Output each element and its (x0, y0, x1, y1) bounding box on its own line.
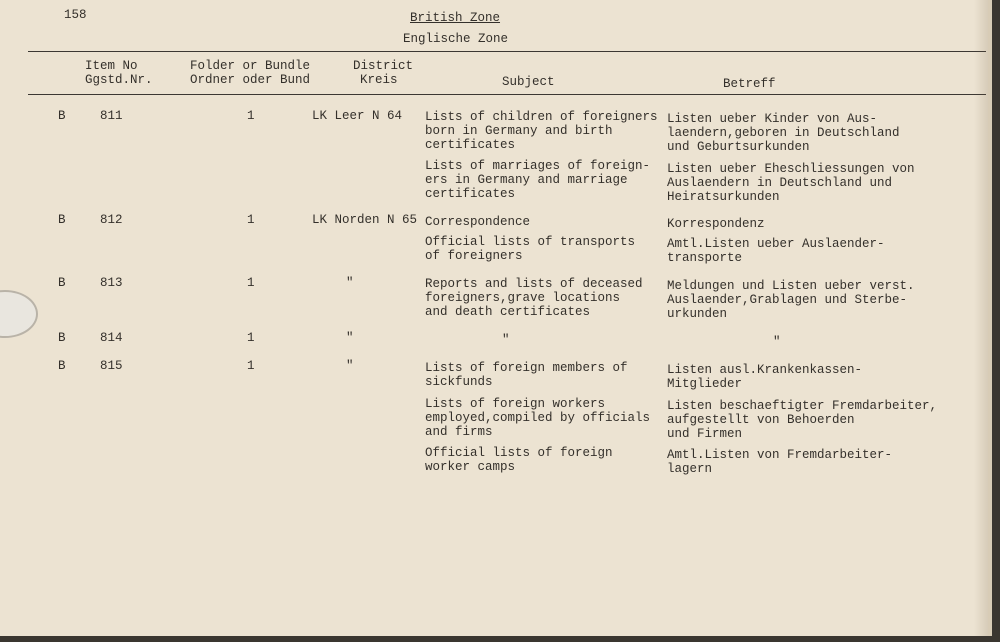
row-812-district: LK Norden N 65 (312, 213, 418, 227)
row-811-district: LK Leer N 64 (312, 109, 403, 123)
col-betreff: Betreff (723, 77, 776, 91)
row-815-betreff-3: Amtl.Listen von Fremdarbeiter- lagern (667, 448, 893, 476)
header-bottom-rule (28, 94, 986, 95)
row-814-subject-1: " (502, 333, 510, 347)
row-815-item: 815 (100, 359, 123, 373)
col-district-en: District (353, 59, 414, 73)
row-811-betreff-2: Listen ueber Eheschliessungen von Auslaendern in Deutschland und Heiratsurkunden (667, 162, 915, 204)
row-815-betreff-2: Listen beschaeftigter Fremdarbeiter, aufgestellt von Behoerden und Firmen (667, 399, 938, 441)
row-811-subject-1: Lists of children of foreigners born in Germany and birth certificates (425, 110, 658, 152)
col-subject: Subject (502, 75, 555, 89)
zone-subtitle: Englische Zone (403, 32, 509, 46)
header-top-rule (28, 51, 986, 52)
row-814-item: 814 (100, 331, 123, 345)
col-folder-de: Ordner oder Bund (190, 73, 311, 87)
col-folder-en: Folder or Bundle (190, 59, 311, 73)
row-811-betreff-1: Listen ueber Kinder von Aus- laendern,geboren in Deutschland und Geburtsurkunden (667, 112, 900, 154)
row-814-district: " (346, 331, 354, 345)
row-815-betreff-1: Listen ausl.Krankenkassen- Mitglieder (667, 363, 863, 391)
row-812-betreff-2: Amtl.Listen ueber Auslaender- transporte (667, 237, 885, 265)
col-district-de: Kreis (360, 73, 398, 87)
punch-hole (0, 290, 38, 338)
row-812-folder: 1 (247, 213, 255, 227)
row-812-subject-1: Correspondence (425, 215, 531, 229)
row-812-item: 812 (100, 213, 123, 227)
zone-title: British Zone (410, 11, 501, 25)
row-813-subject-1: Reports and lists of deceased foreigners,grave locations and death certificates (425, 277, 643, 319)
col-item-no-en: Item No (85, 59, 138, 73)
row-812-series: B (58, 213, 66, 227)
row-813-item: 813 (100, 276, 123, 290)
row-813-district: " (346, 276, 354, 290)
row-814-series: B (58, 331, 66, 345)
row-815-subject-1: Lists of foreign members of sickfunds (425, 361, 628, 389)
row-813-folder: 1 (247, 276, 255, 290)
row-815-subject-3: Official lists of foreign worker camps (425, 446, 613, 474)
row-812-subject-2: Official lists of transports of foreigners (425, 235, 636, 263)
row-813-series: B (58, 276, 66, 290)
row-813-betreff-1: Meldungen und Listen ueber verst. Auslaender,Grablagen und Sterbe- urkunden (667, 279, 915, 321)
row-814-folder: 1 (247, 331, 255, 345)
row-815-district: " (346, 359, 354, 373)
row-812-betreff-1: Korrespondenz (667, 217, 765, 231)
page-number: 158 (64, 8, 87, 22)
row-811-subject-2: Lists of marriages of foreign- ers in Germany and marriage certificates (425, 159, 651, 201)
col-item-no-de: Ggstd.Nr. (85, 73, 153, 87)
row-811-series: B (58, 109, 66, 123)
row-811-folder: 1 (247, 109, 255, 123)
row-815-subject-2: Lists of foreign workers employed,compiled by officials and firms (425, 397, 651, 439)
row-815-series: B (58, 359, 66, 373)
row-814-betreff-1: " (773, 335, 781, 349)
row-811-item: 811 (100, 109, 123, 123)
row-815-folder: 1 (247, 359, 255, 373)
